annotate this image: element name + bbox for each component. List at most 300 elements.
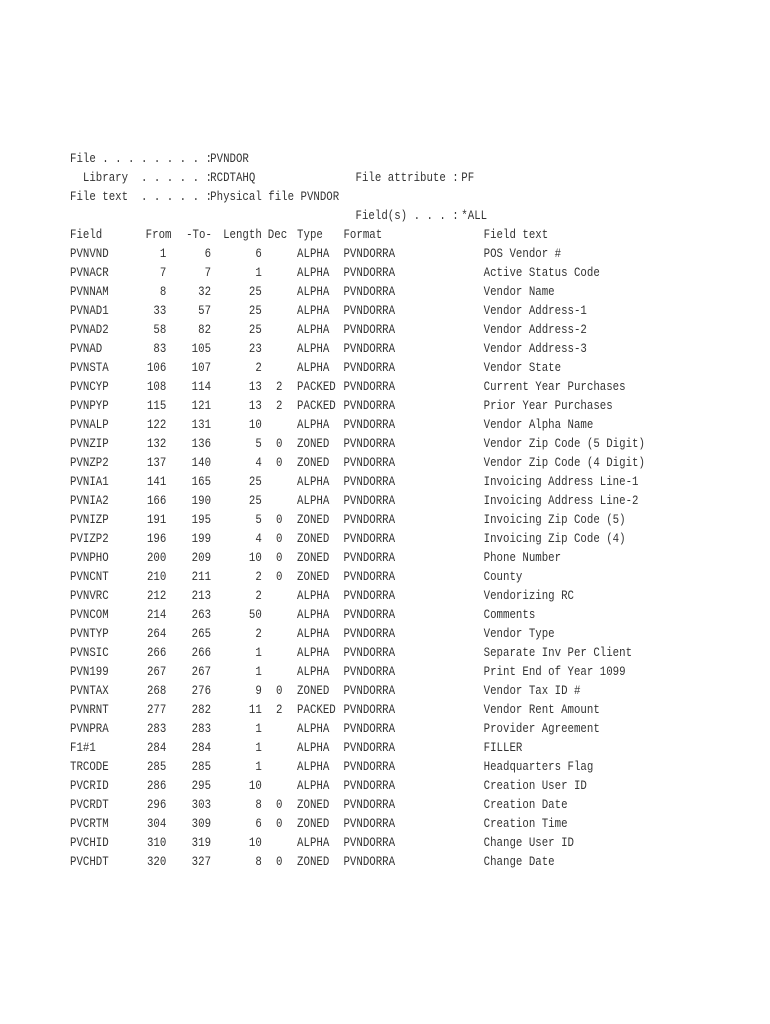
cell-text: Separate Inv Per Client (483, 646, 633, 660)
cell-text: Active Status Code (483, 266, 600, 280)
file-value: PVNDOR (210, 152, 249, 166)
cell-type: PACKED (297, 380, 336, 394)
cell-dec: 0 (275, 570, 283, 584)
table-row (70, 302, 655, 321)
col-type-header: Type (297, 228, 323, 242)
cell-format: PVNDORRA (343, 418, 396, 432)
cell-type: PACKED (297, 399, 336, 413)
fields-value: *ALL (461, 209, 488, 223)
cell-field: PVNCOM (70, 608, 109, 622)
table-row (70, 625, 655, 644)
cell-length: 5 (255, 437, 262, 451)
cell-text: Vendor Rent Amount (483, 703, 600, 717)
cell-text: Headquarters Flag (483, 760, 594, 774)
cell-type: ALPHA (297, 760, 330, 774)
cell-from: 267 (146, 665, 167, 679)
cell-format: PVNDORRA (343, 798, 396, 812)
cell-type: ALPHA (297, 266, 330, 280)
cell-type: ALPHA (297, 247, 330, 261)
cell-to: 266 (191, 646, 212, 660)
cell-text: Change Date (483, 855, 555, 869)
cell-to: 303 (191, 798, 212, 812)
cell-from: 141 (146, 475, 167, 489)
cell-dec: 0 (275, 798, 283, 812)
cell-text: Print End of Year 1099 (483, 665, 626, 679)
table-row (70, 834, 655, 853)
cell-length: 25 (248, 475, 262, 489)
cell-length: 8 (255, 798, 262, 812)
cell-to: 131 (191, 418, 212, 432)
cell-field: PVCHDT (70, 855, 109, 869)
cell-format: PVNDORRA (343, 779, 396, 793)
cell-field: PVNCYP (70, 380, 109, 394)
cell-format: PVNDORRA (343, 589, 396, 603)
cell-length: 1 (255, 646, 262, 660)
cell-from: 310 (146, 836, 167, 850)
cell-length: 25 (248, 285, 262, 299)
cell-from: 264 (146, 627, 167, 641)
cell-length: 6 (255, 817, 262, 831)
cell-to: 309 (191, 817, 212, 831)
cell-dec: 0 (275, 817, 283, 831)
cell-format: PVNDORRA (343, 722, 396, 736)
cell-field: PVNIA2 (70, 494, 109, 508)
cell-type: ALPHA (297, 285, 330, 299)
cell-length: 1 (255, 722, 262, 736)
cell-text: Creation Date (483, 798, 568, 812)
cell-type: ZONED (297, 456, 330, 470)
cell-from: 106 (146, 361, 167, 375)
table-row (70, 397, 655, 416)
table-row (70, 701, 655, 720)
cell-dec: 0 (275, 551, 283, 565)
cell-to: 105 (191, 342, 212, 356)
table-row (70, 720, 655, 739)
cell-format: PVNDORRA (343, 285, 396, 299)
cell-to: 295 (191, 779, 212, 793)
cell-length: 25 (248, 304, 262, 318)
cell-text: Prior Year Purchases (483, 399, 613, 413)
cell-format: PVNDORRA (343, 380, 396, 394)
cell-field: PVNTYP (70, 627, 109, 641)
cell-type: ZONED (297, 855, 330, 869)
cell-to: 327 (191, 855, 212, 869)
table-row (70, 796, 655, 815)
cell-type: ALPHA (297, 741, 330, 755)
cell-from: 166 (146, 494, 167, 508)
cell-to: 6 (204, 247, 212, 261)
table-row (70, 777, 655, 796)
cell-format: PVNDORRA (343, 836, 396, 850)
cell-from: 277 (146, 703, 167, 717)
cell-field: PVCRTM (70, 817, 109, 831)
cell-text: Vendorizing RC (483, 589, 574, 603)
cell-format: PVNDORRA (343, 475, 396, 489)
cell-format: PVNDORRA (343, 494, 396, 508)
cell-to: 82 (198, 323, 212, 337)
cell-length: 2 (255, 570, 262, 584)
cell-text: Invoicing Address Line-2 (483, 494, 639, 508)
table-row (70, 264, 655, 283)
col-length-header: Length (223, 228, 262, 242)
cell-from: 108 (146, 380, 167, 394)
cell-length: 1 (255, 741, 262, 755)
cell-from: 304 (146, 817, 167, 831)
cell-format: PVNDORRA (343, 741, 396, 755)
cell-text: Vendor Address-1 (483, 304, 587, 318)
cell-length: 1 (255, 665, 262, 679)
cell-text: FILLER (483, 741, 523, 755)
cell-length: 2 (255, 589, 262, 603)
col-to-header: -To- (186, 228, 212, 242)
table-row (70, 359, 655, 378)
table-row (70, 454, 655, 473)
cell-field: PVNRNT (70, 703, 109, 717)
cell-format: PVNDORRA (343, 247, 396, 261)
cell-from: 296 (146, 798, 167, 812)
cell-field: PVNSTA (70, 361, 109, 375)
cell-field: PVNAD1 (70, 304, 109, 318)
cell-length: 4 (255, 532, 262, 546)
cell-to: 57 (198, 304, 212, 318)
cell-length: 9 (255, 684, 262, 698)
cell-from: 210 (146, 570, 167, 584)
cell-text: Phone Number (483, 551, 562, 565)
cell-length: 2 (255, 361, 262, 375)
table-row (70, 549, 655, 568)
cell-field: PVNPYP (70, 399, 109, 413)
table-row (70, 416, 655, 435)
cell-from: 191 (146, 513, 167, 527)
cell-from: 266 (146, 646, 167, 660)
cell-to: 195 (191, 513, 212, 527)
cell-field: PVIZP2 (70, 532, 109, 546)
cell-type: ALPHA (297, 779, 330, 793)
cell-length: 8 (255, 855, 262, 869)
cell-format: PVNDORRA (343, 760, 396, 774)
cell-length: 13 (248, 399, 262, 413)
cell-type: ALPHA (297, 304, 330, 318)
cell-length: 6 (255, 247, 262, 261)
cell-dec: 2 (275, 399, 283, 413)
cell-from: 286 (146, 779, 167, 793)
cell-to: 140 (191, 456, 212, 470)
cell-field: PVNPHO (70, 551, 109, 565)
library-line (70, 169, 655, 188)
cell-dec: 2 (275, 380, 283, 394)
cell-to: 107 (191, 361, 212, 375)
table-row (70, 606, 655, 625)
table-row (70, 815, 655, 834)
cell-to: 165 (191, 475, 212, 489)
table-row (70, 245, 655, 264)
col-format-header: Format (343, 228, 383, 242)
cell-format: PVNDORRA (343, 684, 396, 698)
cell-text: Creation Time (483, 817, 568, 831)
table-row (70, 644, 655, 663)
cell-text: Creation User ID (483, 779, 587, 793)
cell-from: 200 (146, 551, 167, 565)
table-row (70, 340, 655, 359)
cell-format: PVNDORRA (343, 646, 396, 660)
cell-from: 212 (146, 589, 167, 603)
cell-text: Vendor Address-2 (483, 323, 587, 337)
cell-to: 121 (191, 399, 212, 413)
cell-from: 83 (153, 342, 167, 356)
cell-length: 10 (248, 779, 262, 793)
cell-length: 23 (248, 342, 262, 356)
cell-text: Current Year Purchases (483, 380, 626, 394)
file-text-label: File text . . . . . : (70, 190, 212, 204)
cell-type: ALPHA (297, 665, 330, 679)
table-row (70, 321, 655, 340)
cell-length: 25 (248, 323, 262, 337)
cell-length: 13 (248, 380, 262, 394)
cell-type: ALPHA (297, 361, 330, 375)
cell-text: Vendor Zip Code (4 Digit) (483, 456, 645, 470)
cell-type: ALPHA (297, 836, 330, 850)
cell-text: Comments (483, 608, 536, 622)
cell-text: Vendor Name (483, 285, 555, 299)
cell-dec: 0 (275, 532, 283, 546)
cell-from: 196 (146, 532, 167, 546)
cell-field: PVNACR (70, 266, 109, 280)
cell-from: 137 (146, 456, 167, 470)
cell-type: ALPHA (297, 722, 330, 736)
col-field-header: Field (70, 228, 103, 242)
cell-length: 25 (248, 494, 262, 508)
cell-format: PVNDORRA (343, 323, 396, 337)
cell-type: ZONED (297, 817, 330, 831)
cell-format: PVNDORRA (343, 361, 396, 375)
cell-dec: 0 (275, 437, 283, 451)
cell-length: 2 (255, 627, 262, 641)
cell-format: PVNDORRA (343, 551, 396, 565)
cell-type: ALPHA (297, 627, 330, 641)
cell-length: 10 (248, 551, 262, 565)
cell-to: 267 (191, 665, 212, 679)
cell-text: POS Vendor # (483, 247, 562, 261)
cell-text: Vendor Type (483, 627, 555, 641)
col-text-header: Field text (483, 228, 549, 242)
cell-field: F1#1 (70, 741, 96, 755)
cell-to: 209 (191, 551, 212, 565)
cell-length: 10 (248, 836, 262, 850)
cell-length: 1 (255, 760, 262, 774)
cell-field: PVNSIC (70, 646, 109, 660)
cell-to: 211 (191, 570, 212, 584)
cell-format: PVNDORRA (343, 342, 396, 356)
cell-text: County (483, 570, 523, 584)
cell-from: 283 (146, 722, 167, 736)
cell-to: 263 (191, 608, 212, 622)
cell-length: 50 (248, 608, 262, 622)
cell-format: PVNDORRA (343, 532, 396, 546)
table-row (70, 473, 655, 492)
library-value: RCDTAHQ (210, 171, 256, 185)
cell-from: 268 (146, 684, 167, 698)
col-dec-header: Dec (267, 228, 288, 242)
cell-type: ZONED (297, 532, 330, 546)
cell-text: Vendor Zip Code (5 Digit) (483, 437, 645, 451)
table-row (70, 435, 655, 454)
fields-line (70, 207, 655, 226)
cell-format: PVNDORRA (343, 855, 396, 869)
table-row (70, 739, 655, 758)
cell-dec: 2 (275, 703, 283, 717)
cell-from: 7 (159, 266, 167, 280)
cell-text: Invoicing Address Line-1 (483, 475, 639, 489)
cell-field: PVNCNT (70, 570, 109, 584)
cell-field: PVNNAM (70, 285, 109, 299)
cell-to: 199 (191, 532, 212, 546)
cell-type: ZONED (297, 437, 330, 451)
table-row (70, 587, 655, 606)
table-row (70, 758, 655, 777)
cell-text: Change User ID (483, 836, 574, 850)
cell-to: 319 (191, 836, 212, 850)
table-row (70, 530, 655, 549)
cell-length: 4 (255, 456, 262, 470)
cell-type: ALPHA (297, 646, 330, 660)
cell-text: Vendor Alpha Name (483, 418, 594, 432)
cell-to: 7 (204, 266, 212, 280)
cell-length: 11 (248, 703, 262, 717)
cell-field: PVNTAX (70, 684, 109, 698)
cell-format: PVNDORRA (343, 304, 396, 318)
cell-text: Vendor State (483, 361, 562, 375)
cell-to: 284 (191, 741, 212, 755)
cell-field: PVCRID (70, 779, 109, 793)
cell-format: PVNDORRA (343, 266, 396, 280)
cell-text: Vendor Address-3 (483, 342, 587, 356)
cell-type: ZONED (297, 551, 330, 565)
cell-format: PVNDORRA (343, 399, 396, 413)
cell-field: PVNPRA (70, 722, 109, 736)
column-header-row (70, 226, 655, 245)
cell-text: Vendor Tax ID # (483, 684, 581, 698)
cell-format: PVNDORRA (343, 456, 396, 470)
cell-from: 1 (159, 247, 167, 261)
cell-field: PVNAD (70, 342, 103, 356)
cell-from: 132 (146, 437, 167, 451)
cell-length: 5 (255, 513, 262, 527)
cell-type: ZONED (297, 684, 330, 698)
cell-to: 276 (191, 684, 212, 698)
cell-text: Invoicing Zip Code (4) (483, 532, 626, 546)
cell-type: ZONED (297, 798, 330, 812)
table-row (70, 511, 655, 530)
table-row (70, 492, 655, 511)
cell-type: ZONED (297, 570, 330, 584)
cell-type: ALPHA (297, 608, 330, 622)
cell-to: 136 (191, 437, 212, 451)
cell-field: PVNZP2 (70, 456, 109, 470)
cell-field: PVCRDT (70, 798, 109, 812)
cell-field: PVNIZP (70, 513, 109, 527)
file-text-line (70, 188, 655, 207)
cell-to: 190 (191, 494, 212, 508)
cell-text: Invoicing Zip Code (5) (483, 513, 626, 527)
cell-dec: 0 (275, 855, 283, 869)
cell-from: 214 (146, 608, 167, 622)
cell-format: PVNDORRA (343, 513, 396, 527)
file-text-value: Physical file PVNDOR (210, 190, 340, 204)
cell-format: PVNDORRA (343, 627, 396, 641)
col-from-header: From (145, 228, 172, 242)
cell-field: PVNVND (70, 247, 109, 261)
cell-type: ALPHA (297, 323, 330, 337)
table-row (70, 663, 655, 682)
cell-type: ALPHA (297, 342, 330, 356)
cell-length: 10 (248, 418, 262, 432)
cell-from: 320 (146, 855, 167, 869)
cell-field: PVNZIP (70, 437, 109, 451)
cell-field: PVCHID (70, 836, 109, 850)
cell-from: 8 (159, 285, 167, 299)
cell-format: PVNDORRA (343, 817, 396, 831)
table-row (70, 378, 655, 397)
cell-to: 213 (191, 589, 212, 603)
cell-dec: 0 (275, 513, 283, 527)
cell-field: PVNIA1 (70, 475, 109, 489)
cell-field: TRCODE (70, 760, 109, 774)
cell-type: PACKED (297, 703, 336, 717)
cell-from: 284 (146, 741, 167, 755)
cell-format: PVNDORRA (343, 570, 396, 584)
cell-type: ALPHA (297, 494, 330, 508)
cell-from: 122 (146, 418, 167, 432)
cell-format: PVNDORRA (343, 665, 396, 679)
table-row (70, 682, 655, 701)
cell-to: 282 (191, 703, 212, 717)
field-rows (70, 245, 655, 872)
fields-label: Field(s) . . . : (355, 209, 459, 223)
file-attribute-label: File attribute : (355, 171, 459, 185)
cell-dec: 0 (275, 684, 283, 698)
cell-field: PVNALP (70, 418, 109, 432)
cell-format: PVNDORRA (343, 608, 396, 622)
cell-text: Provider Agreement (483, 722, 600, 736)
cell-type: ALPHA (297, 418, 330, 432)
cell-type: ZONED (297, 513, 330, 527)
cell-field: PVN199 (70, 665, 109, 679)
table-row (70, 853, 655, 872)
cell-from: 115 (146, 399, 167, 413)
cell-to: 32 (198, 285, 212, 299)
cell-to: 265 (191, 627, 212, 641)
cell-to: 114 (191, 380, 212, 394)
cell-from: 33 (153, 304, 167, 318)
cell-format: PVNDORRA (343, 437, 396, 451)
cell-field: PVNAD2 (70, 323, 109, 337)
cell-dec: 0 (275, 456, 283, 470)
table-row (70, 283, 655, 302)
cell-type: ALPHA (297, 475, 330, 489)
library-label: Library . . . . . : (82, 171, 212, 185)
cell-format: PVNDORRA (343, 703, 396, 717)
cell-length: 1 (255, 266, 262, 280)
file-label: File . . . . . . . . : (70, 152, 212, 166)
cell-to: 283 (191, 722, 212, 736)
cell-from: 58 (153, 323, 167, 337)
cell-from: 285 (146, 760, 167, 774)
cell-to: 285 (191, 760, 212, 774)
table-row (70, 568, 655, 587)
cell-type: ALPHA (297, 589, 330, 603)
file-attribute-value: PF (461, 171, 475, 185)
field-listing-document (70, 150, 655, 872)
